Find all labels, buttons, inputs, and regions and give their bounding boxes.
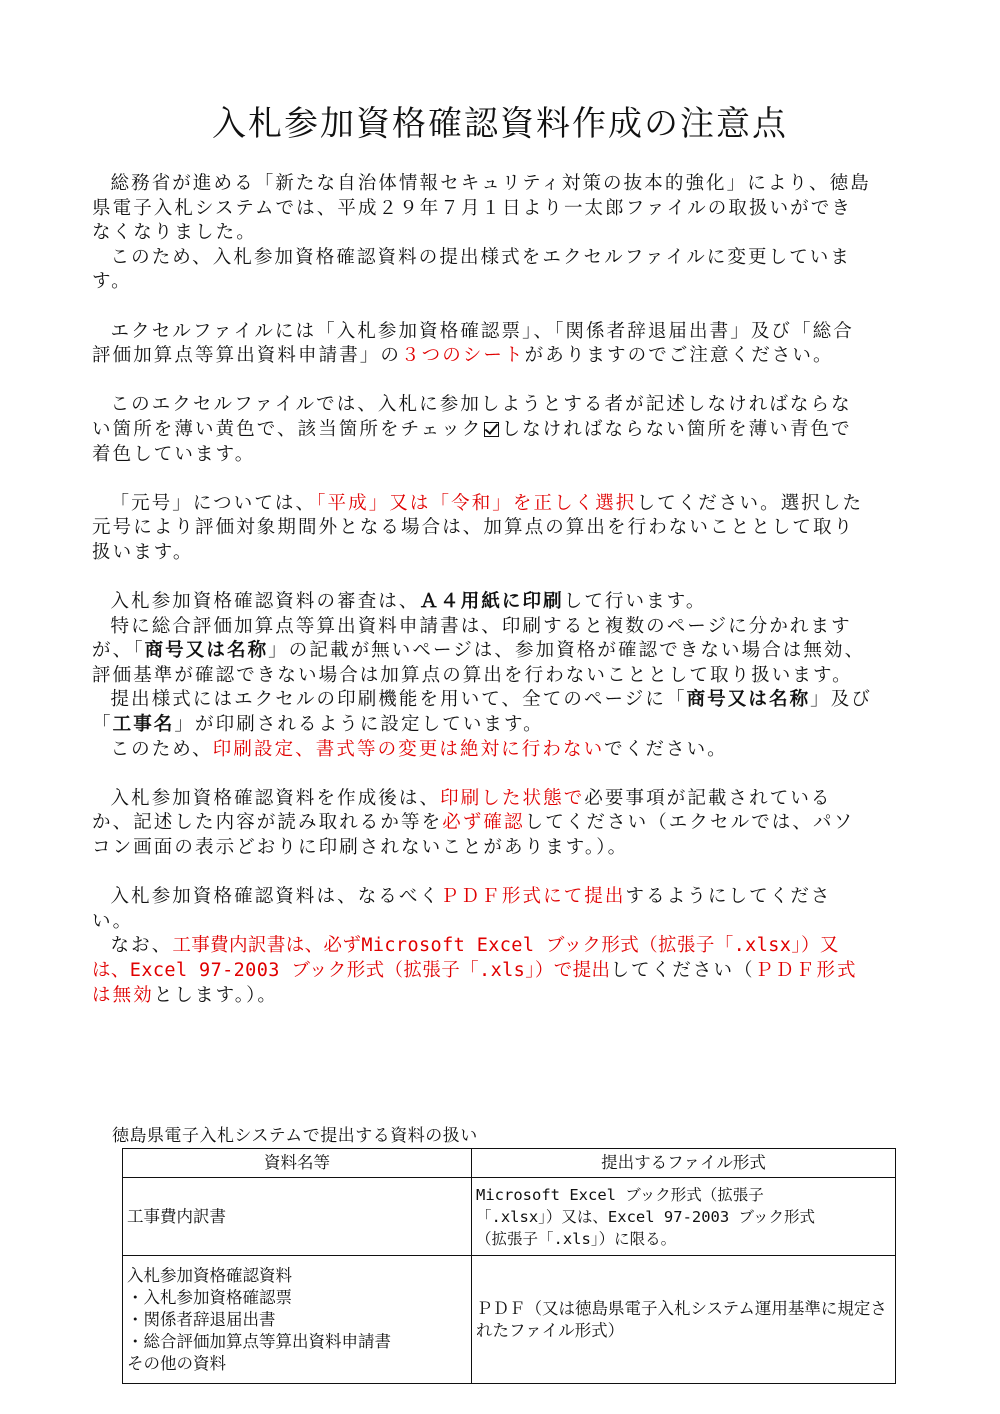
text: 入札参加資格確認資料を作成後は、 bbox=[110, 787, 441, 809]
table-row bbox=[123, 1178, 896, 1256]
paragraph-a4 bbox=[92, 590, 872, 615]
checkbox-checked-icon bbox=[484, 422, 499, 437]
name-line: ・入札参加資格確認票 bbox=[127, 1287, 292, 1307]
text: でください。 bbox=[604, 738, 728, 760]
name-line: 入札参加資格確認資料 bbox=[127, 1265, 292, 1285]
format-line: Microsoft Excel ブック形式（拡張子 bbox=[476, 1185, 764, 1204]
text: エクセルファイルには「入札参加資格確認票」、「関係者辞退届出書」及び「総合評価加算点等算出資料申請書」の bbox=[92, 320, 854, 367]
table-header: 提出するファイル形式 bbox=[472, 1149, 896, 1178]
name-line: ・関係者辞退届出書 bbox=[127, 1309, 276, 1329]
table-caption: 徳島県電子入札システムで提出する資料の扱い bbox=[112, 1126, 478, 1146]
highlight-era-selection: 「平成」又は「令和」を正しく選択 bbox=[316, 492, 637, 514]
paragraph-pages bbox=[92, 615, 872, 689]
table-header-row bbox=[123, 1149, 896, 1178]
bold-company-name: 商号又は名称 bbox=[686, 689, 811, 711]
highlight-must-confirm: 必ず確認 bbox=[442, 812, 525, 834]
highlight-pdf-invalid: ＰＤＦ形式は無効 bbox=[92, 960, 858, 1006]
table-cell-name bbox=[123, 1256, 472, 1384]
text: なお、 bbox=[110, 935, 173, 957]
text: 入札参加資格確認資料の審査は、 bbox=[110, 591, 420, 613]
text: しなければならない箇所を薄い青色で着色しています。 bbox=[92, 418, 852, 465]
text: がありますのでご注意ください。 bbox=[524, 345, 834, 367]
paragraph-no-change bbox=[92, 738, 872, 763]
highlight-excel-format: 工事費内訳書は、必ずMicrosoft Excel ブック形式（拡張子「.xlsx」）又は、Excel 97-2003 ブック形式（拡張子「.xls」）で提出 bbox=[92, 935, 839, 981]
file-format-table bbox=[122, 1148, 896, 1384]
paragraph-sheets bbox=[92, 320, 872, 369]
text: このエクセルファイルでは、入札に参加しようとする者が記述しなければならない箇所を薄い黄色で、該当箇所をチェック bbox=[92, 394, 852, 440]
highlight-printed-state: 印刷した状態で bbox=[440, 787, 585, 809]
bold-a4-print: Ａ４用紙に印刷 bbox=[419, 591, 564, 613]
paragraph-excel bbox=[92, 934, 872, 1008]
name-line: ・総合評価加算点等算出資料申請書 bbox=[127, 1331, 391, 1351]
text: 特に総合評価加算点等算出資料申請書は、印刷すると複数のページに分かれますが、「 bbox=[92, 615, 852, 662]
text: してください。選択した元号により評価対象期間外となる場合は、加算点の算出を行わないこととして取り扱います。 bbox=[92, 492, 864, 563]
name-line: その他の資料 bbox=[127, 1353, 226, 1373]
text: して行います。 bbox=[563, 591, 707, 613]
text: とします。）。 bbox=[153, 984, 279, 1006]
highlight-pdf-submit: ＰＤＦ形式にて提出 bbox=[440, 886, 626, 908]
page-title: 入札参加資格確認資料作成の注意点 bbox=[212, 104, 788, 144]
format-line: （拡張子「.xls」）に限る。 bbox=[476, 1229, 677, 1248]
paragraph-intro: 総務省が進める「新たな自治体情報セキュリティ対策の抜本的強化」により、徳島県電子入札システムでは、平成２９年７月１日より一太郎ファイルの取扱いができなくなりました。 bbox=[92, 173, 871, 244]
paragraph-era bbox=[92, 492, 872, 566]
text: 必要事項が記載されているか、記述した内容が読み取れるか等を bbox=[92, 787, 832, 834]
table-cell-format: ＰＤＦ（又は徳島県電子入札システム運用基準に規定されたファイル形式） bbox=[472, 1256, 896, 1384]
bold-project-name: 工事名 bbox=[112, 714, 175, 736]
text: するようにしてください。 bbox=[92, 886, 832, 932]
paragraph-coloring bbox=[92, 393, 872, 467]
table-row bbox=[123, 1256, 896, 1384]
highlight-no-change: 印刷設定、書式等の変更は絶対に行わない bbox=[212, 738, 605, 760]
text: 」が印刷されるように設定しています。 bbox=[174, 714, 544, 736]
table-cell-format bbox=[472, 1178, 896, 1256]
bold-company-name: 商号又は名称 bbox=[144, 640, 269, 662]
text: このため、 bbox=[110, 738, 213, 760]
text: 」の記載が無いページは、参加資格が確認できない場合は無効、評価基準が確認できない場合は加算点の算出を行わないこととして取り扱います。 bbox=[92, 640, 866, 686]
text: してください（エクセルでは、パソコン画面の表示どおりに印刷されないことがあります。）。 bbox=[92, 812, 855, 859]
paragraph-print-setting bbox=[92, 688, 872, 737]
highlight-three-sheets: ３つのシート bbox=[401, 345, 525, 367]
table-cell-name: 工事費内訳書 bbox=[123, 1178, 472, 1256]
table-header: 資料名等 bbox=[123, 1149, 472, 1178]
text: 「元号」については、 bbox=[110, 492, 317, 514]
text: してください（ bbox=[610, 960, 755, 981]
paragraph-pdf bbox=[92, 885, 872, 934]
text: 」及び「 bbox=[92, 689, 872, 736]
text: 入札参加資格確認資料は、なるべく bbox=[110, 886, 441, 908]
format-line: 「.xlsx」）又は、Excel 97-2003 ブック形式 bbox=[476, 1207, 815, 1226]
paragraph-confirm bbox=[92, 787, 872, 861]
text: 提出様式にはエクセルの印刷機能を用いて、全てのページに「 bbox=[110, 689, 687, 711]
paragraph-format-change: このため、入札参加資格確認資料の提出様式をエクセルファイルに変更しています。 bbox=[92, 246, 851, 293]
document-body bbox=[92, 172, 872, 1008]
